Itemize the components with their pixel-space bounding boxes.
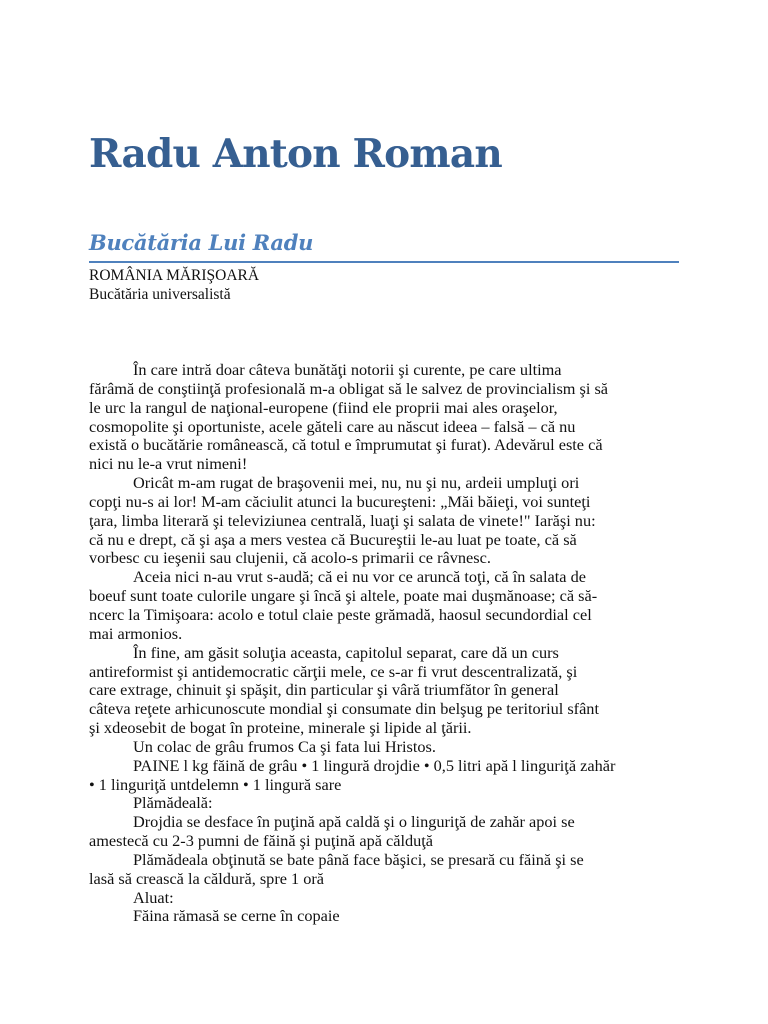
body-line: boeuf sunt toate culorile ungare şi încă şi altele, poate mai duşmănoase; că să- — [89, 586, 598, 606]
body-line: copţi nu-s ai lor! M-am căciulit atunci la bucureşteni: „Măi băieţi, voi sunteţi — [89, 491, 591, 511]
body-line: • 1 linguriţă untdelemn • 1 lingură sare — [89, 774, 342, 794]
body-line: Făina rămasă se cerne în copaie — [133, 906, 340, 926]
body-line: cosmopolite şi oportuniste, acele găteli care au născut ideea – falsă – că nu — [89, 416, 576, 436]
body-line: Plămădeală: — [133, 793, 213, 813]
body-line: vorbesc cu ieşenii sau clujenii, că acolo-s primarii ce râvnesc. — [89, 548, 491, 568]
body-line: fărâmă de conştiinţă profesională m-a obligat să le salvez de provincialism şi să — [89, 378, 609, 398]
body-line: În fine, am găsit soluţia aceasta, capitolul separat, care dă un curs — [133, 642, 559, 662]
author-name: Radu Anton Roman — [89, 131, 502, 177]
body-text — [89, 361, 679, 926]
body-line: lasă să crească la căldură, spre 1 oră — [89, 868, 325, 888]
body-line: În care intră doar câteva bunătăţi notorii şi curente, pe care ultima — [133, 360, 562, 379]
title-underline — [89, 261, 679, 263]
section-heading: ROMÂNIA MĂRIŞOARĂ — [89, 267, 260, 284]
body-line: există o bucătărie românească, că totul e împrumutat şi furat). Adevărul este că — [89, 435, 603, 455]
body-line: Oricât m-am rugat de braşovenii mei, nu, nu şi nu, ardeii umpluţi ori — [133, 473, 580, 493]
section-meta — [89, 266, 259, 304]
body-line: Drojdia se desface în puţină apă caldă şi o linguriţă de zahăr apoi se — [133, 812, 575, 832]
body-line: le urc la rangul de naţional-europene (fiind ele proprii mai ales oraşelor, — [89, 397, 558, 417]
body-line: Aluat: — [133, 887, 174, 907]
body-line: câteva reţete arhicunoscute mondial şi consumate din belşug pe teritoriul sfânt — [89, 699, 599, 719]
body-line: PAINE l kg făină de grâu • 1 lingură drojdie • 0,5 litri apă l linguriţă zahăr — [133, 755, 616, 775]
body-line: că nu e drept, că şi aşa a mers vestea că Bucureştii le-au luat pe toate, că să — [89, 529, 577, 549]
book-title: Bucătăria Lui Radu — [89, 230, 314, 255]
body-line: Aceia nici n-au vrut s-audă; că ei nu vor ce aruncă toţi, că în salata de — [133, 567, 586, 587]
body-line: nici nu le-a vrut nimeni! — [89, 454, 248, 474]
body-line: amestecă cu 2-3 pumni de făină şi puţină apă călduţă — [89, 831, 434, 851]
body-line: şi xdeosebit de bogat în proteine, minerale şi lipide al ţării. — [89, 718, 472, 738]
body-line: Plămădeala obţinută se bate până face băşici, se presară cu făină şi se — [133, 849, 584, 869]
body-line: antireformist şi antidemocratic cărţii mele, ce s-ar fi vrut descentralizată, şi — [89, 661, 578, 681]
body-line: ncerc la Timişoara: acolo e totul claie peste grămadă, haosul secundordial cel — [89, 604, 592, 624]
body-line: Un colac de grâu frumos Ca şi fata lui Hristos. — [133, 736, 436, 756]
body-line: care extrage, chinuit şi spăşit, din particular şi vâră triumfător în general — [89, 680, 559, 700]
section-subheading: Bucătăria universalistă — [89, 286, 231, 303]
body-line: ţara, limba literară şi televiziunea centrală, luaţi şi salata de vinete!" Iarăşi nu: — [89, 510, 596, 530]
body-line: mai armonios. — [89, 623, 183, 643]
